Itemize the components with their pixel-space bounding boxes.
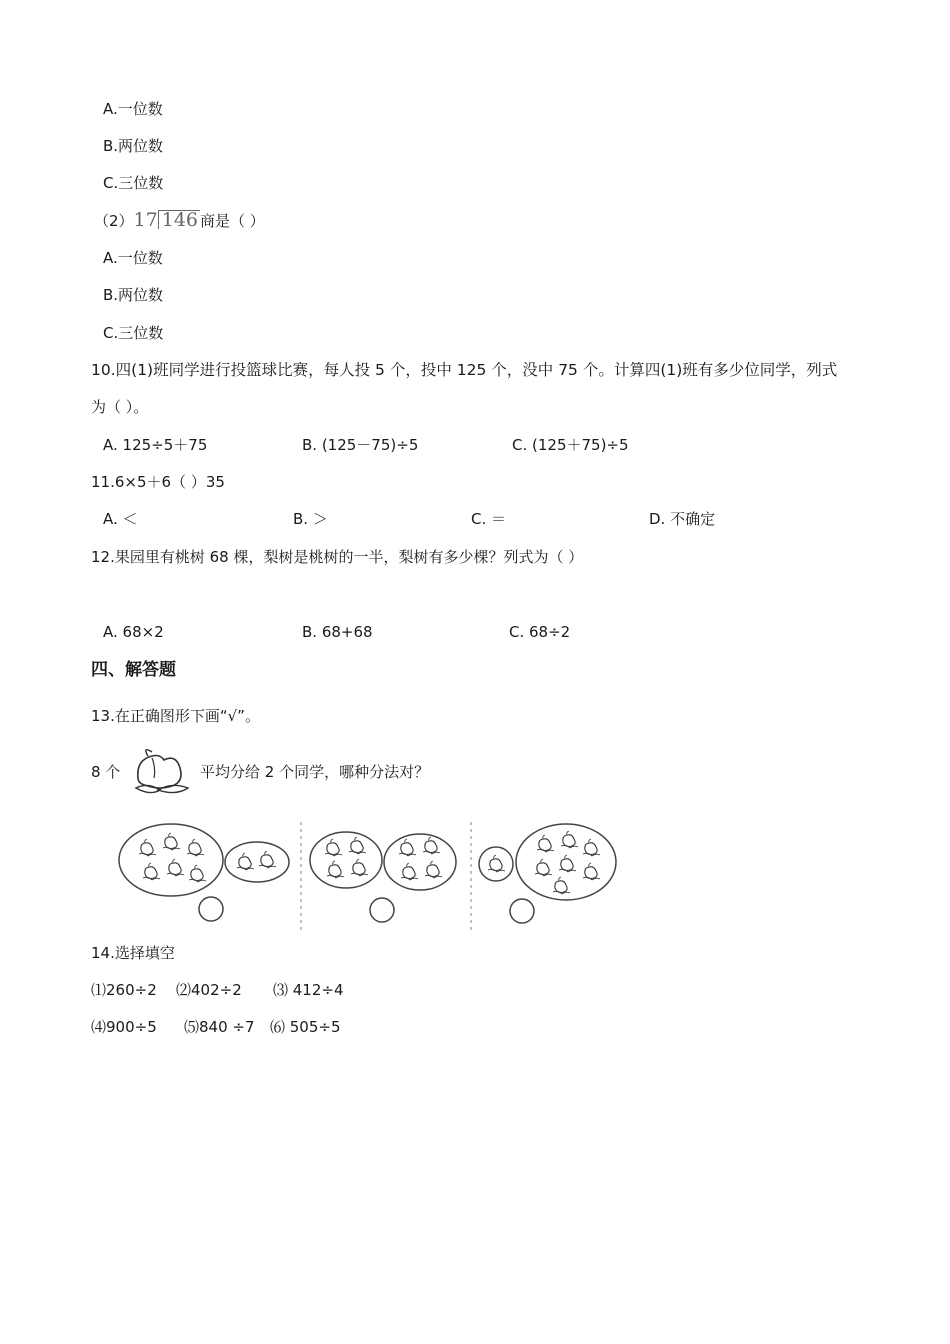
q9-2-question: [94, 210, 265, 231]
q11-option-d: D. 不确定: [649, 510, 716, 528]
q13-question: 13.在正确图形下画“√”。: [91, 707, 260, 725]
q14-question: 14.选择填空: [91, 944, 175, 962]
q9-2-option-c: C.三位数: [103, 324, 164, 342]
q9-2-dividend: 146: [158, 210, 200, 229]
option-1-grouping: [119, 824, 289, 896]
peach-icon: [132, 748, 192, 798]
q10-option-b: B. (125－75)÷5: [302, 436, 419, 454]
section-title: 四、解答题: [91, 660, 176, 680]
q9-1-option-b: B.两位数: [103, 137, 164, 155]
division-options-figure: [115, 820, 635, 935]
q14-item-4: ⑷900÷5: [91, 1018, 157, 1036]
q11-option-a: A. ＜: [103, 510, 138, 528]
q9-2-option-b: B.两位数: [103, 286, 164, 304]
q12-option-c: C. 68÷2: [509, 623, 571, 641]
q13-count-label: 8 个: [91, 763, 121, 781]
option-3-grouping: [479, 824, 616, 900]
q9-1-option-c: C.三位数: [103, 174, 164, 192]
q14-item-1: ⑴260÷2: [91, 981, 157, 999]
q11-option-c: C. ＝: [471, 510, 507, 528]
q9-2-divisor: 17: [133, 209, 158, 231]
q9-2-prefix: （2）: [94, 212, 134, 230]
q13-prompt: 平均分给 2 个同学，哪种分法对？: [200, 763, 430, 781]
q9-2-suffix: 商是（ ）: [200, 212, 265, 230]
q14-item-3: ⑶ 412÷4: [273, 981, 344, 999]
q12-option-a: A. 68×2: [103, 623, 164, 641]
q11-option-b: B. ＞: [293, 510, 328, 528]
q14-item-6: ⑹ 505÷5: [270, 1018, 341, 1036]
long-division-symbol: [134, 209, 200, 231]
q11-question: 11.6×5＋6（ ）35: [91, 473, 225, 491]
option-2-grouping: [310, 832, 456, 890]
q10-option-a: A. 125÷5＋75: [103, 436, 208, 454]
q12-question: 12.果园里有桃树 68 棵，梨树是桃树的一半，梨树有多少棵？列式为（ ）: [91, 548, 584, 566]
answer-circle-3[interactable]: [510, 899, 534, 923]
q14-item-5: ⑸840 ÷7: [184, 1018, 255, 1036]
q10-question-line1: 10.四(1)班同学进行投篮球比赛，每人投 5 个，投中 125 个，没中 75 个。计算四(1)班有多少位同学，列式: [91, 361, 838, 379]
answer-circle-1[interactable]: [199, 897, 223, 921]
q12-option-b: B. 68+68: [302, 623, 373, 641]
q9-2-option-a: A.一位数: [103, 249, 163, 267]
q14-item-2: ⑵402÷2: [176, 981, 242, 999]
answer-circle-2[interactable]: [370, 898, 394, 922]
q10-option-c: C. (125＋75)÷5: [512, 436, 629, 454]
q10-question-line2: 为（ ）。: [91, 398, 149, 416]
q9-1-option-a: A.一位数: [103, 100, 163, 118]
